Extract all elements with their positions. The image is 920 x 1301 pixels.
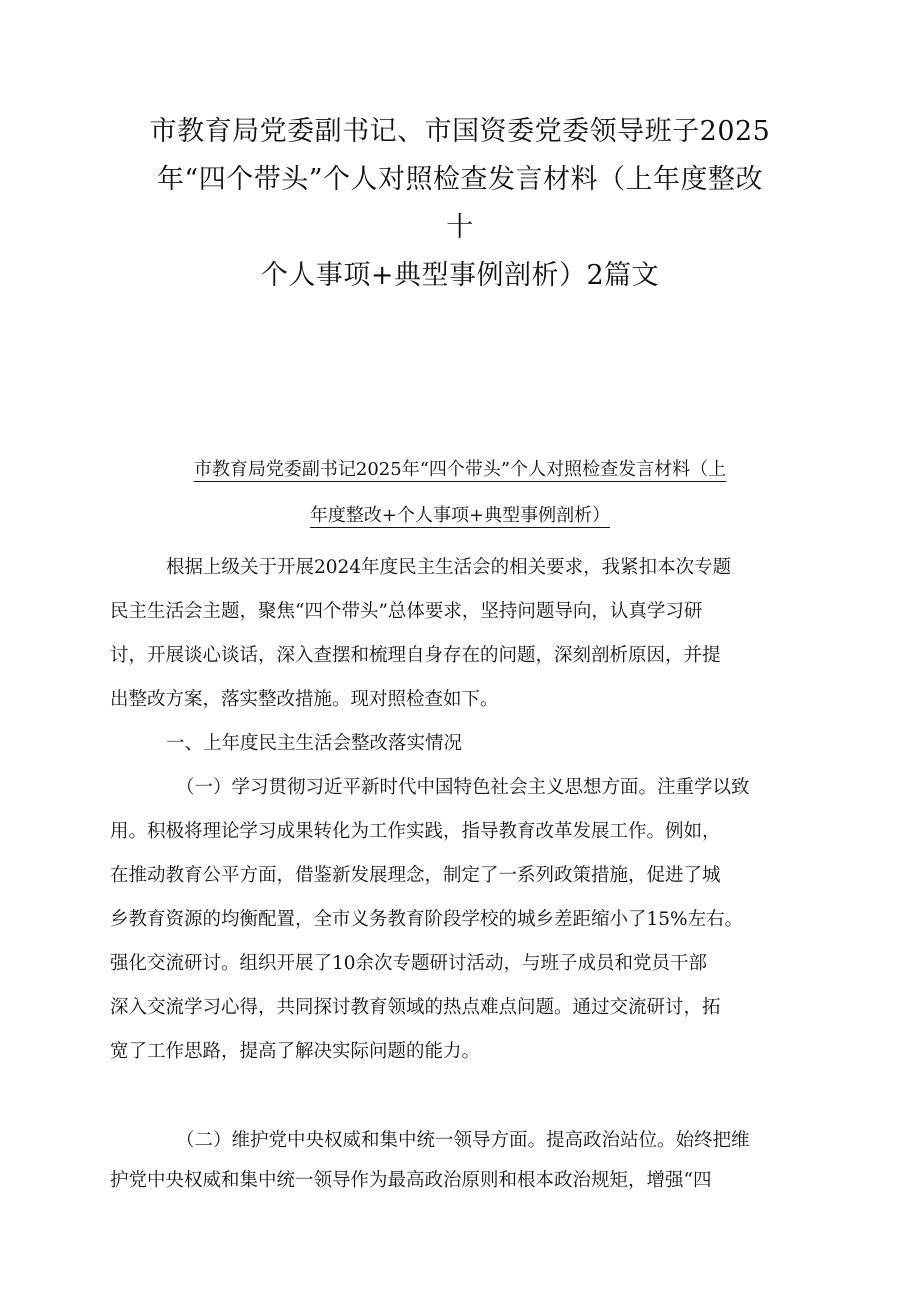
text-line: 根据上级关于开展2024年度民主生活会的相关要求，我紧扣本次专题	[166, 557, 732, 578]
section-heading-line: 年度整改+个人事项+典型事例剖析）	[309, 505, 611, 526]
body-paragraph-2	[110, 1121, 822, 1201]
text-line: 讨，开展谈心谈话，深入查摆和梳理自身存在的问题，深刻剖析原因，并提	[110, 645, 721, 666]
text-line: 乡教育资源的均衡配置，全市义务教育阶段学校的城乡差距缩小了15%左右。	[110, 909, 744, 930]
text-line: 一、上年度民主生活会整改落实情况	[166, 733, 463, 754]
body-paragraph-1	[110, 766, 822, 1074]
text-line: 护党中央权威和集中统一领导作为最高政治原则和根本政治规矩，增强“四	[110, 1170, 712, 1191]
section-heading	[110, 447, 810, 539]
text-line: （二）维护党中央权威和集中统一领导方面。提高政治站位。始终把维	[176, 1130, 750, 1151]
text-line: 民主生活会主题，聚焦“四个带头”总体要求，坚持问题导向，认真学习研	[110, 601, 703, 622]
title-line: 市教育局党委副书记、市国资委党委领导班子2025	[149, 116, 771, 147]
text-line: （一）学习贯彻习近平新时代中国特色社会主义思想方面。注重学以致	[176, 777, 750, 798]
document-title	[100, 108, 820, 300]
text-line: 用。积极将理论学习成果转化为工作实践，指导教育改革发展工作。例如，	[110, 821, 721, 842]
title-line: 个人事项+典型事例剖析）2篇文	[260, 260, 660, 291]
text-line: 强化交流研讨。组织开展了10余次专题研讨活动，与班子成员和党员干部	[110, 953, 708, 974]
section-heading-1	[110, 722, 822, 766]
text-line: 出整改方案，落实整改措施。现对照检查如下。	[110, 689, 499, 710]
text-line: 深入交流学习心得，共同探讨教育领域的热点难点问题。通过交流研讨，拓	[110, 997, 721, 1018]
body-paragraph-intro	[110, 546, 822, 722]
text-line: 在推动教育公平方面，借鉴新发展理念，制定了一系列政策措施，促进了城	[110, 865, 721, 886]
text-line: 宽了工作思路，提高了解决实际问题的能力。	[110, 1041, 481, 1062]
title-line: 十	[446, 212, 474, 243]
section-heading-line: 市教育局党委副书记2025年“四个带头”个人对照检查发言材料（上	[193, 459, 727, 480]
title-line: 年“四个带头”个人对照检查发言材料（上年度整改	[156, 164, 764, 195]
